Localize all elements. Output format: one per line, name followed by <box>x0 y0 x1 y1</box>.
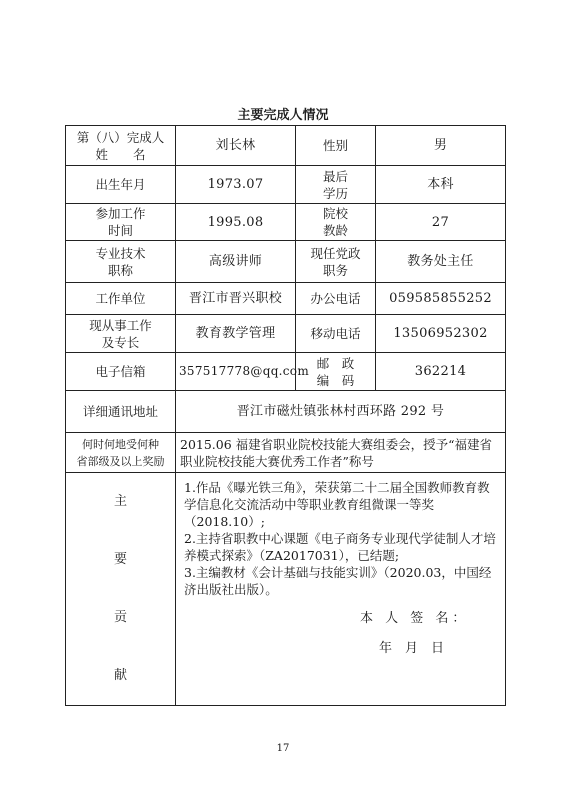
education-value: 本科 <box>376 166 506 204</box>
row-employer <box>66 283 506 315</box>
contribution-char-1: 主 <box>113 494 127 509</box>
technical-title-value: 高级讲师 <box>176 241 296 283</box>
gender-value: 男 <box>376 126 506 166</box>
page-title: 主要完成人情况 <box>237 108 329 123</box>
employer-value: 晋江市晋兴职校 <box>176 283 296 315</box>
row-contribution <box>66 473 506 706</box>
contribution-item: 2.主持省职教中心课题《电子商务专业现代学徒制人才培养模式探索》（ZA2017031），已结题; <box>184 531 496 563</box>
postcode-label: 邮 政 编 码 <box>296 353 376 391</box>
row-email <box>66 353 506 391</box>
date-label: 年 月 日 <box>379 641 445 656</box>
office-phone-label: 办公电话 <box>296 283 376 315</box>
school-age-label: 院校 教龄 <box>296 204 376 241</box>
name-label: 第（八）完成人 姓 名 <box>66 126 176 166</box>
email-label: 电子信箱 <box>66 353 176 391</box>
contribution-label <box>66 473 176 706</box>
row-title <box>66 241 506 283</box>
birth-value: 1973.07 <box>176 166 296 204</box>
email-value: 357517778@qq.com <box>176 353 296 391</box>
work-start-label: 参加工作 时间 <box>66 204 176 241</box>
postcode-value: 362214 <box>376 353 506 391</box>
personnel-form-table <box>65 125 506 706</box>
row-birth <box>66 166 506 204</box>
work-start-value: 1995.08 <box>176 204 296 241</box>
education-label: 最后 学历 <box>296 166 376 204</box>
gender-label: 性别 <box>296 126 376 166</box>
contribution-char-4: 献 <box>113 668 127 683</box>
technical-title-label: 专业技术 职称 <box>66 241 176 283</box>
mobile-value: 13506952302 <box>376 315 506 353</box>
position-value: 教务处主任 <box>376 241 506 283</box>
row-address <box>66 391 506 433</box>
school-age-value: 27 <box>376 204 506 241</box>
birth-label: 出生年月 <box>66 166 176 204</box>
contribution-item: 3.主编教材《会计基础与技能实训》（2020.03，中国经济出版社出版）。 <box>184 565 492 597</box>
signature-label: 本 人 签 名： <box>360 611 470 626</box>
contribution-char-3: 贡 <box>113 610 127 625</box>
contribution-content <box>176 473 506 706</box>
name-value: 刘长林 <box>176 126 296 166</box>
work-field-label: 现从事工作 及专长 <box>66 315 176 353</box>
row-award <box>66 433 506 473</box>
contribution-char-2: 要 <box>113 552 127 567</box>
page-number: 17 <box>276 743 290 754</box>
position-label: 现任党政 职务 <box>296 241 376 283</box>
address-label: 详细通讯地址 <box>66 391 176 433</box>
row-work-field <box>66 315 506 353</box>
office-phone-value: 059585855252 <box>376 283 506 315</box>
award-value: 2015.06 福建省职业院校技能大赛组委会，授予“福建省职业院校技能大赛优秀工作者”称号 <box>176 433 506 473</box>
mobile-label: 移动电话 <box>296 315 376 353</box>
row-work-start <box>66 204 506 241</box>
award-label: 何时何地受何种 省部级及以上奖励 <box>66 433 176 473</box>
work-field-value: 教育教学管理 <box>176 315 296 353</box>
address-value: 晋江市磁灶镇张林村西环路 292 号 <box>176 391 506 433</box>
employer-label: 工作单位 <box>66 283 176 315</box>
row-name <box>66 126 506 166</box>
contribution-item: 1.作品《曝光铁三角》，荣获第二十二届全国教师教育教学信息化交流活动中等职业教育组微课一等奖（2018.10）; <box>184 480 490 529</box>
